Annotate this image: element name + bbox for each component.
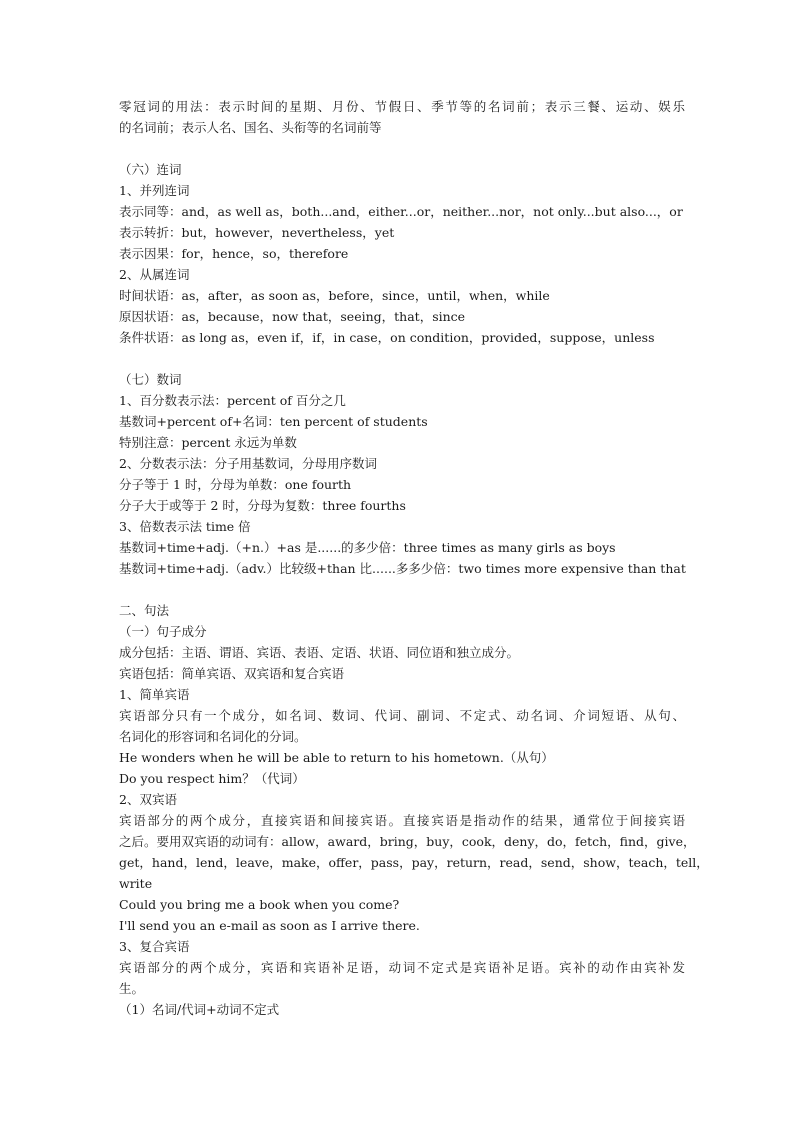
text-line: （一）句子成分	[119, 624, 207, 639]
text-line: （六）连词	[119, 162, 182, 177]
text-line: 表示同等：and，as well as，both...and，either...or，neither...nor，not only...but also...，or	[119, 204, 683, 219]
text-line: 名词化的形容词和名词化的分词。	[119, 729, 307, 744]
text-line: 表示因果：for，hence，so，therefore	[119, 246, 349, 261]
text-line: 1、并列连词	[119, 183, 190, 198]
text-line: 宾语包括：简单宾语、双宾语和复合宾语	[119, 666, 345, 681]
text-line: 分子等于 1 时，分母为单数：one fourth	[119, 477, 352, 492]
paragraph-gap	[119, 348, 685, 369]
text-line: 的名词前；表示人名、国名、头衔等的名词前等	[119, 120, 382, 135]
text-line: 原因状语：as，because，now that，seeing，that，since	[119, 309, 466, 324]
text-line: write	[119, 876, 153, 891]
text-line: 二、句法	[119, 603, 170, 618]
text-line: 3、复合宾语	[119, 939, 190, 954]
text-line: 宾语部分只有一个成分，如名词、数词、代词、副词、不定式、动名词、介词短语、从句、	[119, 708, 685, 723]
text-line: 生。	[119, 981, 145, 996]
text-line: 时间状语：as，after，as soon as，before，since，until，when，while	[119, 288, 550, 303]
text-line: 基数词+time+adj.（+n.）+as 是......的多少倍：three times as many girls as boys	[119, 540, 616, 555]
text-line: 条件状语：as long as，even if，if，in case，on condition，provided，suppose，unless	[119, 330, 655, 345]
text-line: 表示转折：but，however，nevertheless，yet	[119, 225, 395, 240]
text-line: 1、百分数表示法：percent of 百分之几	[119, 393, 346, 408]
paragraph-gap	[119, 579, 685, 600]
text-line: 2、双宾语	[119, 792, 177, 807]
text-line: 宾语部分的两个成分，宾语和宾语补足语，动词不定式是宾语补足语。宾补的动作由宾补发	[119, 960, 685, 975]
text-line: （1）名词/代词+动词不定式	[119, 1002, 280, 1017]
text-line: 之后。要用双宾语的动词有：allow，award，bring，buy，cook，deny，do，fetch，find，give，	[119, 834, 696, 849]
document-page	[119, 96, 709, 1020]
text-line: 零冠词的用法：表示时间的星期、月份、节假日、季节等的名词前；表示三餐、运动、娱乐	[119, 99, 685, 114]
text-line: 分子大于或等于 2 时，分母为复数：three fourths	[119, 498, 406, 513]
text-line: （七）数词	[119, 372, 182, 387]
paragraph-gap	[119, 138, 685, 159]
text-line: 3、倍数表示法 time 倍	[119, 519, 251, 534]
text-line: 2、分数表示法：分子用基数词，分母用序数词	[119, 456, 377, 471]
text-line: 成分包括：主语、谓语、宾语、表语、定语、状语、同位语和独立成分。	[119, 645, 520, 660]
text-line: Could you bring me a book when you come?	[119, 897, 400, 912]
text-line: He wonders when he will be able to return to his hometown.（从句）	[119, 750, 554, 765]
text-line: 特别注意：percent 永远为单数	[119, 435, 297, 450]
text-line: 2、从属连词	[119, 267, 190, 282]
text-line: 基数词+time+adj.（adv.）比较级+than 比......多多少倍：two times more expensive than that	[119, 561, 686, 576]
text-line: 1、简单宾语	[119, 687, 190, 702]
text-line: I'll send you an e-mail as soon as I arrive there.	[119, 918, 420, 933]
text-line: 宾语部分的两个成分，直接宾语和间接宾语。直接宾语是指动作的结果，通常位于间接宾语	[119, 813, 685, 828]
text-line: 基数词+percent of+名词：ten percent of students	[119, 414, 428, 429]
text-line: Do you respect him？（代词）	[119, 771, 305, 786]
text-line: get，hand，lend，leave，make，offer，pass，pay，return，read，send，show，teach，tell，	[119, 855, 709, 870]
